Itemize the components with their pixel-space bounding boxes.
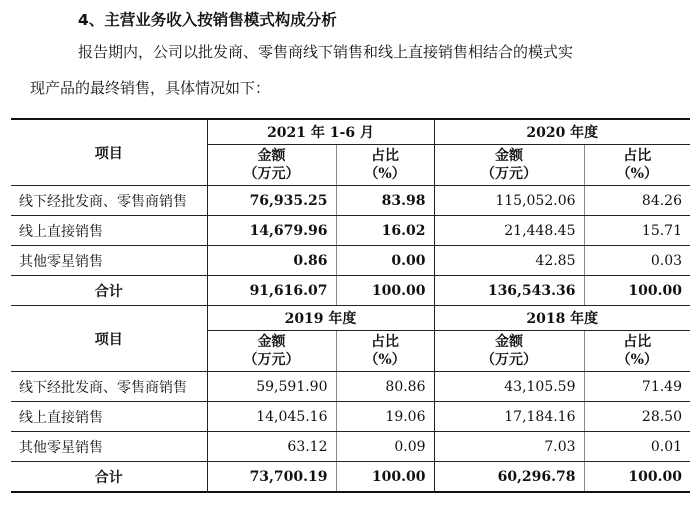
section-heading: 4、主营业务收入按销售模式构成分析: [78, 11, 337, 29]
amount-header: 金额 （万元）: [207, 145, 336, 186]
row-label: 线上直接销售: [11, 402, 207, 432]
ratio-cell: 0.00: [336, 246, 434, 276]
ratio-cell: 80.86: [336, 372, 434, 402]
ratio-cell: 100.00: [584, 462, 690, 493]
table-row: [11, 246, 690, 276]
row-label: 线下经批发商、零售商销售: [11, 186, 207, 216]
amount-cell: 60,296.78: [434, 462, 584, 493]
amount-header: 金额 （万元）: [434, 331, 584, 372]
amount-cell: 7.03: [434, 432, 584, 462]
ratio-cell: 100.00: [336, 462, 434, 493]
amount-cell: 59,591.90: [207, 372, 336, 402]
ratio-cell: 0.03: [584, 246, 690, 276]
period-header: 2020 年度: [434, 119, 690, 145]
amount-cell: 0.86: [207, 246, 336, 276]
ratio-cell: 83.98: [336, 186, 434, 216]
row-label: 线下经批发商、零售商销售: [11, 372, 207, 402]
ratio-header: 占比 （%）: [584, 145, 690, 186]
ratio-cell: 15.71: [584, 216, 690, 246]
amount-cell: 136,543.36: [434, 276, 584, 306]
ratio-header: 占比 （%）: [584, 331, 690, 372]
amount-cell: 42.85: [434, 246, 584, 276]
table-row: [11, 432, 690, 462]
ratio-cell: 19.06: [336, 402, 434, 432]
ratio-header: 占比 （%）: [336, 145, 434, 186]
sales-mode-revenue-table: [11, 118, 690, 493]
table-row: [11, 186, 690, 216]
row-label: 合计: [11, 276, 207, 306]
ratio-cell: 100.00: [584, 276, 690, 306]
period-header: 2018 年度: [434, 306, 690, 331]
row-label: 其他零星销售: [11, 246, 207, 276]
amount-cell: 14,679.96: [207, 216, 336, 246]
item-header: 项目: [11, 306, 207, 372]
row-label: 其他零星销售: [11, 432, 207, 462]
period-header: 2019 年度: [207, 306, 434, 331]
amount-cell: 115,052.06: [434, 186, 584, 216]
intro-paragraph-line1: 报告期内，公司以批发商、零售商线下销售和线上直接销售相结合的模式实: [78, 43, 574, 61]
amount-header: 金额 （万元）: [434, 145, 584, 186]
table-row: [11, 402, 690, 432]
amount-cell: 21,448.45: [434, 216, 584, 246]
amount-cell: 73,700.19: [207, 462, 336, 493]
table-row: [11, 372, 690, 402]
ratio-cell: 100.00: [336, 276, 434, 306]
amount-cell: 14,045.16: [207, 402, 336, 432]
ratio-cell: 84.26: [584, 186, 690, 216]
amount-cell: 76,935.25: [207, 186, 336, 216]
item-header: 项目: [11, 119, 207, 186]
ratio-cell: 0.09: [336, 432, 434, 462]
amount-cell: 43,105.59: [434, 372, 584, 402]
total-row: [11, 276, 690, 306]
ratio-cell: 16.02: [336, 216, 434, 246]
ratio-cell: 0.01: [584, 432, 690, 462]
row-label: 线上直接销售: [11, 216, 207, 246]
ratio-header: 占比 （%）: [336, 331, 434, 372]
amount-cell: 91,616.07: [207, 276, 336, 306]
table-row: [11, 216, 690, 246]
block1-period-row: [11, 119, 690, 145]
amount-header: 金额 （万元）: [207, 331, 336, 372]
ratio-cell: 71.49: [584, 372, 690, 402]
ratio-cell: 28.50: [584, 402, 690, 432]
amount-cell: 17,184.16: [434, 402, 584, 432]
block2-period-row: [11, 306, 690, 331]
intro-paragraph-line2: 现产品的最终销售，具体情况如下：: [30, 79, 271, 97]
amount-cell: 63.12: [207, 432, 336, 462]
period-header: 2021 年 1-6 月: [207, 119, 434, 145]
row-label: 合计: [11, 462, 207, 493]
total-row: [11, 462, 690, 493]
